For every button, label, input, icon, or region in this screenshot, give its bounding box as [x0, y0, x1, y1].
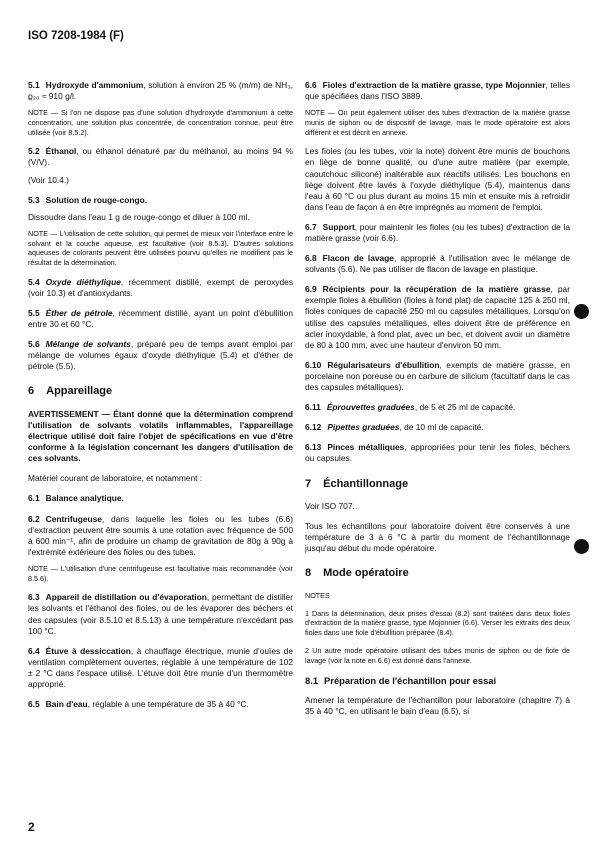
section-5-2: 5.2 Éthanol, ou éthanol dénaturé par du méthanol, au moins 94 % (V/V).	[28, 146, 293, 168]
margin-dot-icon	[574, 539, 589, 554]
note-8-2: 2 Un autre mode opératoire utilisant des tubes munis de siphon ou de fiole de lavage (voir la note en 6.6) est donné dans l'annexe.	[305, 645, 570, 665]
text-5-3: Dissoudre dans l'eau 1 g de rouge-congo et diluer à 100 ml.	[28, 211, 250, 222]
left-column	[28, 80, 293, 716]
section-5-1: 5.1 Hydroxyde d'ammonium, solution à environ 25 % (m/m) de NH₃, ϱ₂₀ ≈ 910 g/l.	[28, 80, 293, 102]
margin-dot-icon	[574, 304, 589, 319]
section-5-5: 5.5 Éther de pétrole, récemment distillé, ayant un point d'ébullition entre 30 et 60 °C.	[28, 307, 293, 329]
document-header: ISO 7208-1984 (F)	[28, 30, 124, 42]
section-6-heading: 6 Appareillage	[28, 385, 113, 398]
section-7-heading: 7 Échantillonnage	[305, 477, 409, 490]
section-6-6: 6.6 Fioles d'extraction de la matière grasse, type Mojonnier, telles que spécifiées dans l'ISO 3889.	[305, 80, 570, 102]
section-5-4: 5.4 Oxyde diéthylique, récemment distillé, exempt de peroxydes (voir 10.3) et d'antioxydants.	[28, 276, 294, 298]
ref-7: Voir ISO 707.	[305, 501, 355, 512]
section-8-1-heading: 8.1 Préparation de l'échantillon pour essai	[305, 675, 497, 687]
section-5-3: 5.3 Solution de rouge-congo.	[28, 194, 148, 205]
section-6-1: 6.1 Balance analytique.	[28, 493, 124, 504]
section-6-9: 6.9 Récipients pour la récupération de la matière grasse, par exemple fioles à ébullition (fioles à fond plat) de capacité 125 à 250 ml, fioles coniques de capacité 250 ml ou capsules métalliques. Lorsqu'on utilise des capsules métalliques, elles doivent être de préférence en acier inoxydable, à fond plat, avec un bec, et doivent avoir un diamètre de 80 à 100 mm, avec une hauteur d'environ 50 mm.	[305, 284, 570, 350]
section-6-3: 6.3 Appareil de distillation ou d'évaporation, permettant de distiller les solvants et l'éthanol des fioles, ou de les évaporer des béchers et des capsules (voir 8.5.10 et 8.5.13) à une température n'excédant pas 100 °C.	[28, 592, 293, 636]
section-6-4: 6.4 Étuve à dessiccation, à chauffage électrique, munie d'ouïes de ventilation complètement ouvertes, réglable à une température de 102 ± 2 °C dans l'espace utilisé. L'étuve doit être munie d'un thermomètre approprié.	[28, 645, 293, 689]
note-6-2: NOTE — L'utilisation d'une centrifugeuse est facultative mais recommandée (voir 8.5.6).	[28, 563, 293, 583]
section-6-8: 6.8 Flacon de lavage, approprié à l'utilisation avec le mélange de solvants (5.6). Ne pas utiliser de flacon de lavage en plastique.	[305, 253, 570, 275]
section-5-6: 5.6 Mélange de solvants, préparé peu de temps avant emploi par mélange de volumes égaux d'oxyde diéthylique (5.4) et d'éther de pétrole (5.5).	[28, 339, 293, 372]
notes-label: NOTES	[305, 590, 330, 600]
section-6-11: 6.11 Éprouvettes graduées, de 5 et 25 ml de capacité.	[305, 402, 516, 413]
section-6-12: 6.12 Pipettes graduées, de 10 ml de capacité.	[305, 422, 484, 433]
page-number: 2	[28, 820, 35, 834]
section-6-2: 6.2 Centrifugeuse, dans laquelle les fioles ou les tubes (6.6) d'extraction peuvent être soumis à une rotation avec fréquence de 500 à 600 min⁻¹, afin de produire un champ de gravitation de 80g à 90g à l'extrémité extérieure des fioles ou des tubes.	[28, 513, 293, 557]
text-7: Tous les échantillons pour laboratoire doivent être conservés à une température de 3 à 6 °C à partir du moment de l'échantillonnage jusqu'au début du mode opératoire.	[305, 521, 570, 554]
note-5-3: NOTE — L'utilisation de cette solution, qui permet de mieux voir l'interface entre le solvant et la couche aqueuse, est facultative (voir 8.5.3). D'autres solutions aqueuses de colorants peuvent être utilisées pourvu qu'elles ne modifient pas le résultat de la détermination.	[28, 228, 293, 267]
section-6-10: 6.10 Régularisateurs d'ébullition, exempts de matière grasse, en porcelaine non poreuse ou en carbure de silicium (facultatif dans le cas des capsules métalliques).	[305, 359, 570, 393]
section-6-intro: Matériel courant de laboratoire, et notamment :	[28, 473, 203, 484]
right-column	[305, 80, 570, 723]
text-8-1: Amener la température de l'échantillon pour laboratoire (chapitre 7) à 35 à 40 °C, en utilisant le bain d'eau (6.5), si	[305, 694, 570, 716]
section-6-13: 6.13 Pinces métalliques, appropriées pour tenir les fioles, béchers ou capsules.	[305, 442, 570, 464]
note-5-1: NOTE — Si l'on ne dispose pas d'une solution d'hydroxyde d'ammonium à cette concentration, une solution plus concentrée, de concentration connue, peut être utilisée (voir 8.5.2).	[28, 108, 293, 137]
section-8-heading: 8 Mode opératoire	[305, 567, 409, 580]
warning-text: AVERTISSEMENT — Étant donné que la détermination comprend l'utilisation de solvants volatils inflammables, l'appareillage électrique utilisé doit faire l'objet de spécifications en vue d'être conforme à la législation concernant les dangers d'utilisation de ces solvants.	[28, 408, 293, 464]
note-6-6: NOTE — On peut également utiliser des tubes d'extraction de la matière grasse munis de siphon ou de dispositif de lavage, mais le mode opératoire est alors différent et est décrit en annexe.	[305, 108, 570, 137]
text-6-6: Les fioles (ou les tubes, voir la note) doivent être munis de bouchons en liège de bonne qualité, ou d'une autre matière (par exemple, caoutchouc siliconé) inaltérable aux réactifs utilisés. Les bouchons en liège doivent être lavés à l'oxyde diéthylique (5.4), maintenus dans l'eau à 60 °C ou plus durant au moins 15 min et ensuite mis à refroidir dans l'eau de façon à en être imprégnés au moment de l'emploi.	[305, 146, 570, 212]
note-8-1: 1 Dans la détermination, deux prises d'essai (8.2) sont traitées dans deux fioles d'extraction de la matière grasse, type Mojonnier (6.6). Verser les extraits des deux fioles dans une fiole d'ébullition préparée (8.4).	[305, 608, 570, 638]
ref-5-2: (Voir 10.4.)	[28, 174, 69, 185]
section-6-5: 6.5 Bain d'eau, réglable à une température de 35 à 40 °C.	[28, 699, 249, 710]
section-6-7: 6.7 Support, pour maintenir les fioles (ou les tubes) d'extraction de la matière grasse (voir 6.6).	[305, 221, 570, 243]
